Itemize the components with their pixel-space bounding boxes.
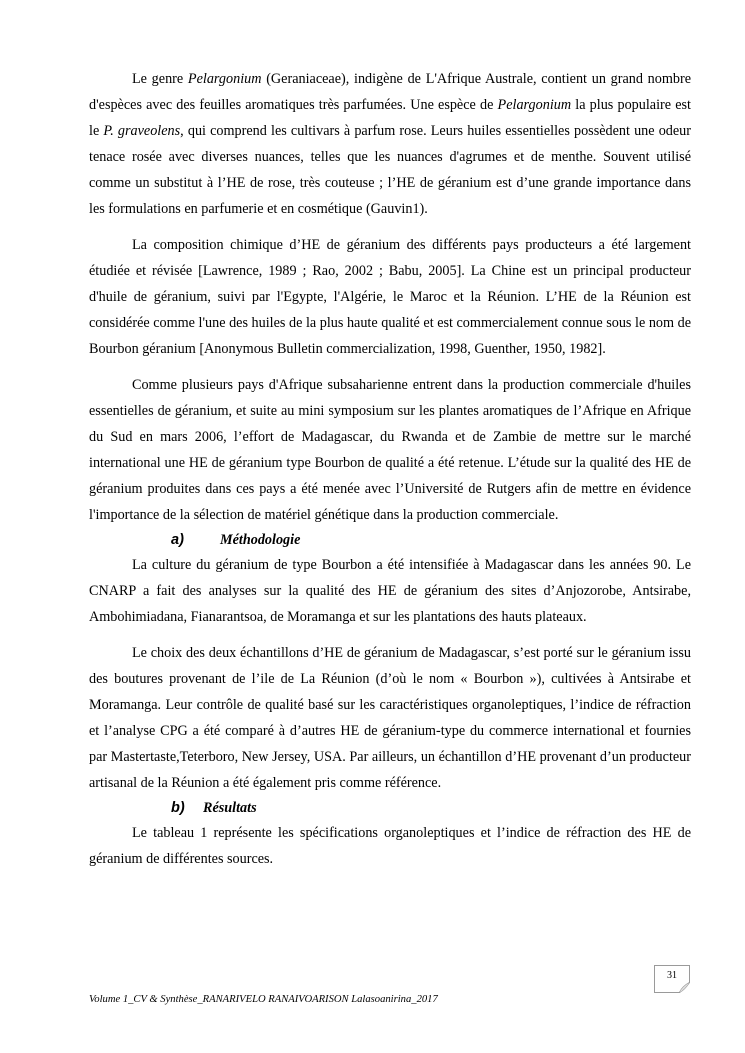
- text-run: (Geraniaceae), indigène de L'Afrique Australe, contient un grand nombre d'espèces avec des feuilles aromatiques très parfumées. Une espèce de: [89, 71, 691, 113]
- section-title: Résultats: [203, 800, 257, 816]
- text-run: , qui comprend les cultivars à parfum rose. Leurs huiles essentielles possèdent une odeur tenace rosée avec diverses nuances, telles que les nuances d'agrumes et de menthe. Souvent utilisé comme un substitut à l’HE de rose, très couteuse ; l’HE de géranium est d’une grande importance dans les formulations en parfumerie et en cosmétique (Gauvin1).: [89, 123, 691, 217]
- text-run: Le genre: [132, 71, 188, 87]
- section-heading-resultats: [89, 796, 691, 820]
- page-number-box: [654, 965, 690, 993]
- text-run: Comme plusieurs pays d'Afrique subsaharienne entrent dans la production commerciale d'huiles essentielles de géranium, et suite au mini symposium sur les plantes aromatiques de l’Afrique en Afrique du Sud en mars 2006, l’effort de Madagascar, du Rwanda et de Zambie de mettre sur le marché international une HE de géranium type Bourbon de qualité a été retenue. L’étude sur la qualité des HE de géranium produites dans ces pays a été menée avec l’Université de Rutgers afin de mettre en évidence l'importance de la sélection de matériel génétique dans la production commerciale.: [89, 377, 691, 523]
- text-run: Le choix des deux échantillons d’HE de géranium de Madagascar, s’est porté sur le géranium issu des boutures provenant de l’ile de La Réunion (d’où le nom « Bourbon »), cultivées à Antsirabe et Moramanga. Leur contrôle de qualité basé sur les caractéristiques organoleptiques, l’indice de réfraction et l’analyse CPG a été comparé à d’autres HE de géranium-type du commerce international et fournies par Mastertaste,Teterboro, New Jersey, USA. Par ailleurs, un échantillon d’HE provenant d’un producteur artisanal de la Réunion a été également pris comme référence.: [89, 645, 691, 791]
- paragraph-chemical-composition: [89, 232, 691, 362]
- paragraph-culture-madagascar: [89, 552, 691, 630]
- document-body: [89, 66, 691, 882]
- text-run: la plus populaire est le: [89, 97, 691, 139]
- italic-term: Pelargonium: [497, 97, 572, 113]
- page-number: 31: [667, 970, 677, 981]
- section-title: Méthodologie: [220, 532, 301, 548]
- paragraph-african-production: [89, 372, 691, 528]
- page-footer: Volume 1_CV & Synthèse_RANARIVELO RANAIVOARISON Lalasoanirina_2017: [89, 994, 438, 1005]
- paragraph-pelargonium-intro: [89, 66, 691, 222]
- section-heading-methodologie: [89, 528, 691, 552]
- text-run: Le tableau 1 représente les spécifications organoleptiques et l’indice de réfraction des HE de géranium de différentes sources.: [89, 825, 691, 867]
- italic-term: Pelargonium: [187, 71, 262, 87]
- text-run: La culture du géranium de type Bourbon a été intensifiée à Madagascar dans les années 90. Le CNARP a fait des analyses sur la qualité des HE de géranium des sites d’Anjozorobe, Antsirabe, Ambohimiadana, Fianarantsoa, de Moramanga et sur les plantations des hauts plateaux.: [89, 557, 691, 625]
- page-curl-icon: [679, 982, 690, 993]
- section-letter: a): [171, 532, 184, 548]
- section-letter: b): [171, 800, 185, 816]
- paragraph-table-intro: [89, 820, 691, 872]
- paragraph-sample-choice: [89, 640, 691, 796]
- text-run: La composition chimique d’HE de géranium des différents pays producteurs a été largement étudiée et révisée [Lawrence, 1989 ; Rao, 2002 ; Babu, 2005]. La Chine est un principal producteur d'huile de géranium, suivi par l'Egypte, l'Algérie, le Maroc et la Réunion. L’HE de la Réunion est considérée comme l'une des huiles de la plus haute qualité et est commercialement connue sous le nom de Bourbon géranium [Anonymous Bulletin commercialization, 1998, Guenther, 1950, 1982].: [89, 237, 691, 357]
- italic-term: P. graveolens: [103, 123, 181, 139]
